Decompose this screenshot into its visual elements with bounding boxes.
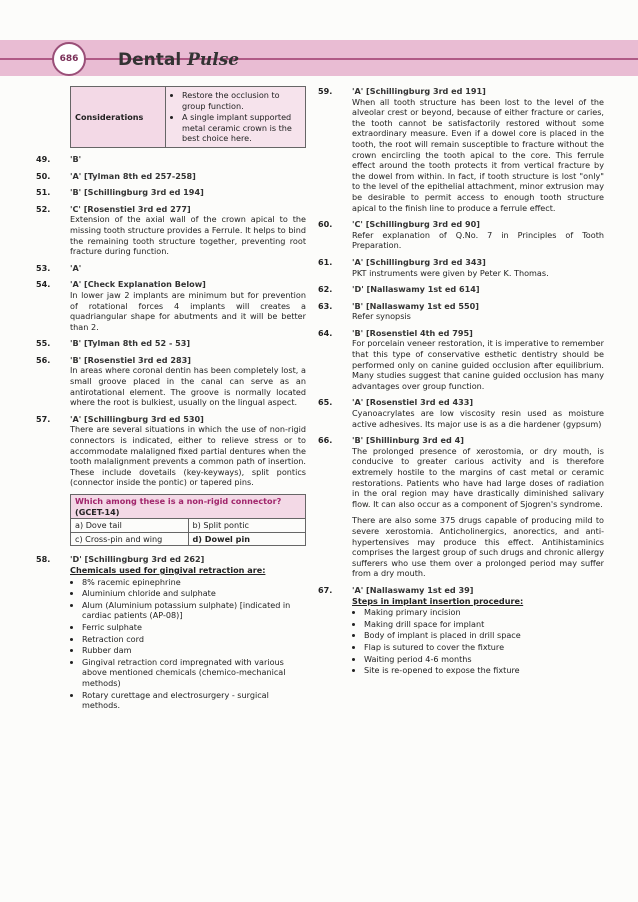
answer-52: 52. 'C' [Rosenstiel 3rd ed 277] Extension of the axial wall of the crown apical to the missing tooth structure provides a Ferrule. It helps to bind the remaining tooth structure together, preventing root fracture during function. [36,203,306,257]
answer-53: 53. 'A' [36,262,82,273]
answer-64: 64. 'B' [Rosenstiel 4th ed 795] For porcelain veneer restoration, it is imperative to remember that this type of conservative esthetic dentistry should be performed only on canine guided occlusion after equilibrium. Many studies suggest that canine guided occlusion has many advantages over group function. [318,327,604,391]
answer-59: 59. 'A' [Schillingburg 3rd ed 191] When all tooth structure has been lost to the level of the alveolar crest or beyond, because of either fracture or caries, the tooth cannot be satisfactorily restored without some extraordinary measure. Even if a dowel core is placed in the tooth, the root will remain susceptible to fracture without the crown encircling the tooth apical to the core. This ferrule effect around the tooth protects it from vertical fracture by the dowel from within. In fact, if tooth structure is lost "only" to the level of the epithelial attachment, minor extrusion may be desirable to permit access to enough tooth structure apical to the finish line to produce a ferrule effect. [318,86,604,213]
list-item: • Site is re-opened to expose the fixture [364,665,604,676]
option-c: c) Cross-pin and wing [71,532,189,546]
list-item: • Retraction cord [82,634,306,645]
list-item: • Aluminium chloride and sulphate [82,588,306,599]
answer-56: 56. 'B' [Rosenstiel 3rd ed 283] In areas where coronal dentin has been completely lost, a small groove placed in the canal can serve as an antirotational element. The groove is normally located where the root is bulkiest, usually on the lingual aspect. [36,354,306,408]
answer-55: 55. 'B' [Tylman 8th ed 52 - 53] [36,338,191,349]
tooth-logo-icon [52,42,86,76]
answer-61: 61. 'A' [Schillingburg 3rd ed 343] PKT instruments were given by Peter K. Thomas. [318,256,549,278]
consideration-item: • Restore the occlusion to group function. [182,90,301,111]
answer-50: 50. 'A' [Tylman 8th ed 257-258] [36,170,196,181]
subheading: Chemicals used for gingival retraction are: [70,564,266,575]
answer-66: 66. 'B' [Shillinburg 3rd ed 4] The prolonged presence of xerostomia, or dry mouth, is conducive to greater carious activity and is therefore extremely hostile to the margins of cast metal or ceramic restorations. Patients who have had large doses of radiation in the oral region may have drastically diminished salivary flow. It can also occur as a component of Sjogren's syndrome. There are also some 375 drugs capable of producing mild to severe xerostomia. Anticholinergics, anorectics, and anti-hypertensives may produce this effect. Antihistaminics comprises the largest group of such drugs and chronic allergy sufferers who use them over a prolonged period may suffer from a dry mouth. [318,435,604,579]
list-item: • Alum (Aluminium potassium sulphate) [indicated in cardiac patients (AP-08)] [82,600,306,621]
answer-62: 62. 'D' [Nallaswamy 1st ed 614] [318,284,480,295]
option-a: a) Dove tail [71,518,189,532]
answer-54: 54. 'A' [Check Explanation Below] In lower jaw 2 implants are minimum but for prevention of rotational forces 4 implants will creates a quadriangular shape for abutments and it will be better than 2. [36,279,306,332]
right-column [318,86,604,682]
list-item: • Ferric sulphate [82,622,306,633]
list-item: • Making primary incision [364,607,604,618]
subheading: Steps in implant insertion procedure: [352,595,524,606]
option-b: b) Split pontic [189,518,306,532]
option-d: d) Dowel pin [189,532,306,546]
header-rule [0,58,638,60]
answer-58: 58. 'D' [Schillingburg 3rd ed 262] Chemicals used for gingival retraction are: • 8% racemic epinephrine • Aluminium chloride and sulphate • Alum (Aluminium potassium sulphate) [indicated in cardiac patients (AP-08)] • Ferric sulphate • Retraction cord • Rubber dam • Gingival retraction cord impregnated with various above mentioned chemicals (chemico-mechanical methods) • Rotary curettage and electrosurgery - surgical methods. [36,554,306,710]
page-number: 686 [59,54,79,64]
answer-60: 60. 'C' [Schillingburg 3rd ed 90] Refer explanation of Q.No. 7 in Principles of Tooth Preparation. [318,219,604,251]
consideration-item: • A single implant supported metal ceramic crown is the best choice here. [182,112,301,144]
list-item: • Waiting period 4-6 months [364,654,604,665]
book-title: Dental Pulse [118,50,240,70]
answer-57: 57. 'A' [Schillingburg 3rd ed 530] There are several situations in which the use of non-rigid connectors is indicated, either to relieve stress or to accommodate malaligned fixed partial dentures when the tooth malalignment prevents a common path of insertion. These include dovetails (key-keyways), split pontics (connector inside the pontic) or tapered pins. [36,413,306,488]
answer-49: 49. 'B' [36,153,82,164]
considerations-label: Considerations [71,87,166,148]
list-item: • 8% racemic epinephrine [82,577,306,588]
list-item: • Making drill space for implant [364,619,604,630]
answer-63: 63. 'B' [Nallaswamy 1st ed 550] Refer synopsis [318,300,480,322]
question-box: Which among these is a non-rigid connector? (GCET-14) a) Dove tail b) Split pontic c) Cross-pin and wing d) Dowel pin [70,494,306,546]
answer-67: 67. 'A' [Nallaswamy 1st ed 39] Steps in implant insertion procedure: • Making primary incision • Making drill space for implant • Body of implant is placed in drill space • Flap is sutured to cover the fixture • Waiting period 4-6 months • Site is re-opened to expose the fixture [318,585,604,676]
answer-65: 65. 'A' [Rosenstiel 3rd ed 433] Cyanoacrylates are low viscosity resin used as moisture active adhesives. Its major use is as a die hardener (gypsum) [318,397,604,429]
list-item: • Rotary curettage and electrosurgery - surgical methods. [82,690,306,711]
left-column [36,86,306,717]
list-item: • Flap is sutured to cover the fixture [364,642,604,653]
question-text: Which among these is a non-rigid connector? [75,496,282,506]
list-item: • Body of implant is placed in drill space [364,630,604,641]
answer-51: 51. 'B' [Schillingburg 3rd ed 194] [36,187,204,198]
list-item: • Gingival retraction cord impregnated with various above mentioned chemicals (chemico-mechanical methods) [82,657,306,689]
considerations-table [70,86,306,148]
list-item: • Rubber dam [82,645,306,656]
